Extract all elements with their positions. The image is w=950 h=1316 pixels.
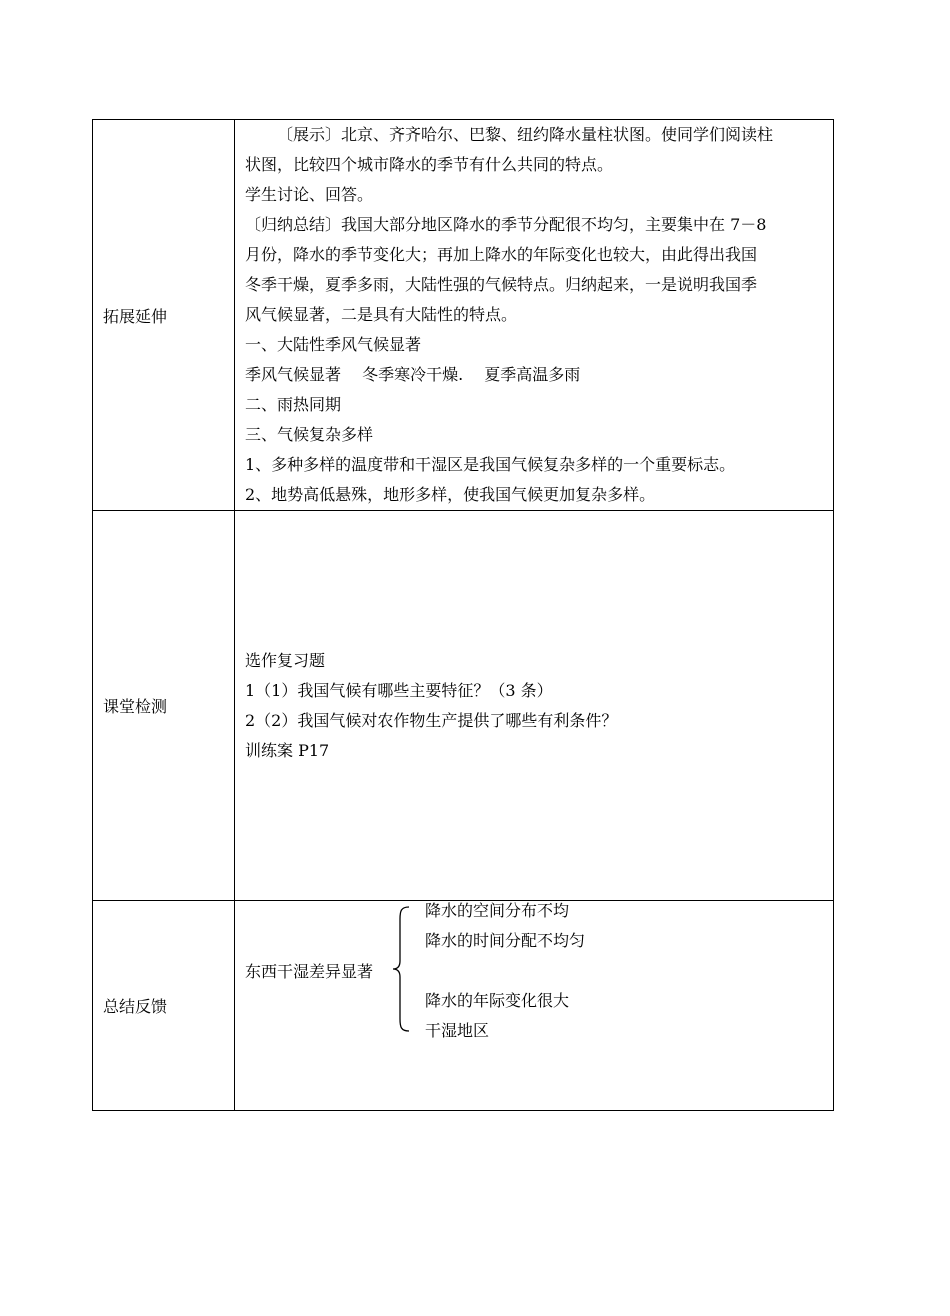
- text-line: 学生讨论、回答。: [245, 185, 374, 204]
- row-label-summary: 总结反馈: [93, 901, 235, 1111]
- classroom-check-content: [235, 511, 834, 901]
- text-line: 三、气候复杂多样: [245, 425, 374, 444]
- text-line: 二、雨热同期: [245, 395, 342, 414]
- text-line: 1（1）我国气候有哪些主要特征？（3 条）: [245, 680, 553, 700]
- text-line: 2、地势高低悬殊，地形多样，使我国气候更加复杂多样。: [245, 485, 656, 504]
- summary-branch: 降水的时间分配不均匀: [425, 931, 586, 950]
- row-label-extension: 拓展延伸: [93, 120, 235, 511]
- table-row-extension: [93, 120, 834, 511]
- lesson-plan-table: [92, 119, 834, 1111]
- text-line: 训练案 P17: [245, 740, 330, 760]
- text-line: 2（2）我国气候对农作物生产提供了哪些有利条件？: [245, 710, 618, 730]
- text-line: 风气候显著，二是具有大陆性的特点。: [245, 305, 518, 324]
- text-line: 一、大陆性季风气候显著: [245, 335, 422, 354]
- text-line: 1、多种多样的温度带和干湿区是我国气候复杂多样的一个重要标志。: [245, 455, 736, 474]
- summary-branch: 降水的空间分布不均: [425, 901, 570, 920]
- text-line: 状图，比较四个城市降水的季节有什么共同的特点。: [245, 155, 614, 174]
- text-line: 月份，降水的季节变化大；再加上降水的年际变化也较大，由此得出我国: [245, 245, 758, 264]
- text-line: 季风气候显著 冬季寒冷干燥. 夏季高温多雨: [245, 365, 581, 384]
- table-row-classroom-check: [93, 511, 834, 901]
- text-line: 冬季干燥，夏季多雨，大陆性强的气候特点。归纳起来，一是说明我国季: [245, 275, 758, 294]
- text-line: 选作复习题: [245, 650, 326, 670]
- text-line: 〔展示〕北京、齐齐哈尔、巴黎、纽约降水量柱状图。使同学们阅读柱: [277, 125, 774, 144]
- extension-content: [235, 120, 834, 511]
- table-row-summary: [93, 901, 834, 1111]
- summary-diagram: [235, 901, 833, 1110]
- text-line: 〔归纳总结〕我国大部分地区降水的季节分配很不均匀，主要集中在 7－8: [245, 215, 767, 234]
- summary-content: [235, 901, 834, 1111]
- summary-branch: 降水的年际变化很大: [425, 991, 570, 1010]
- curly-brace-icon: [391, 905, 411, 1033]
- summary-root-text: 东西干湿差异显著: [245, 962, 374, 981]
- summary-branch: 干湿地区: [425, 1021, 490, 1040]
- row-label-classroom-check: 课堂检测: [93, 511, 235, 901]
